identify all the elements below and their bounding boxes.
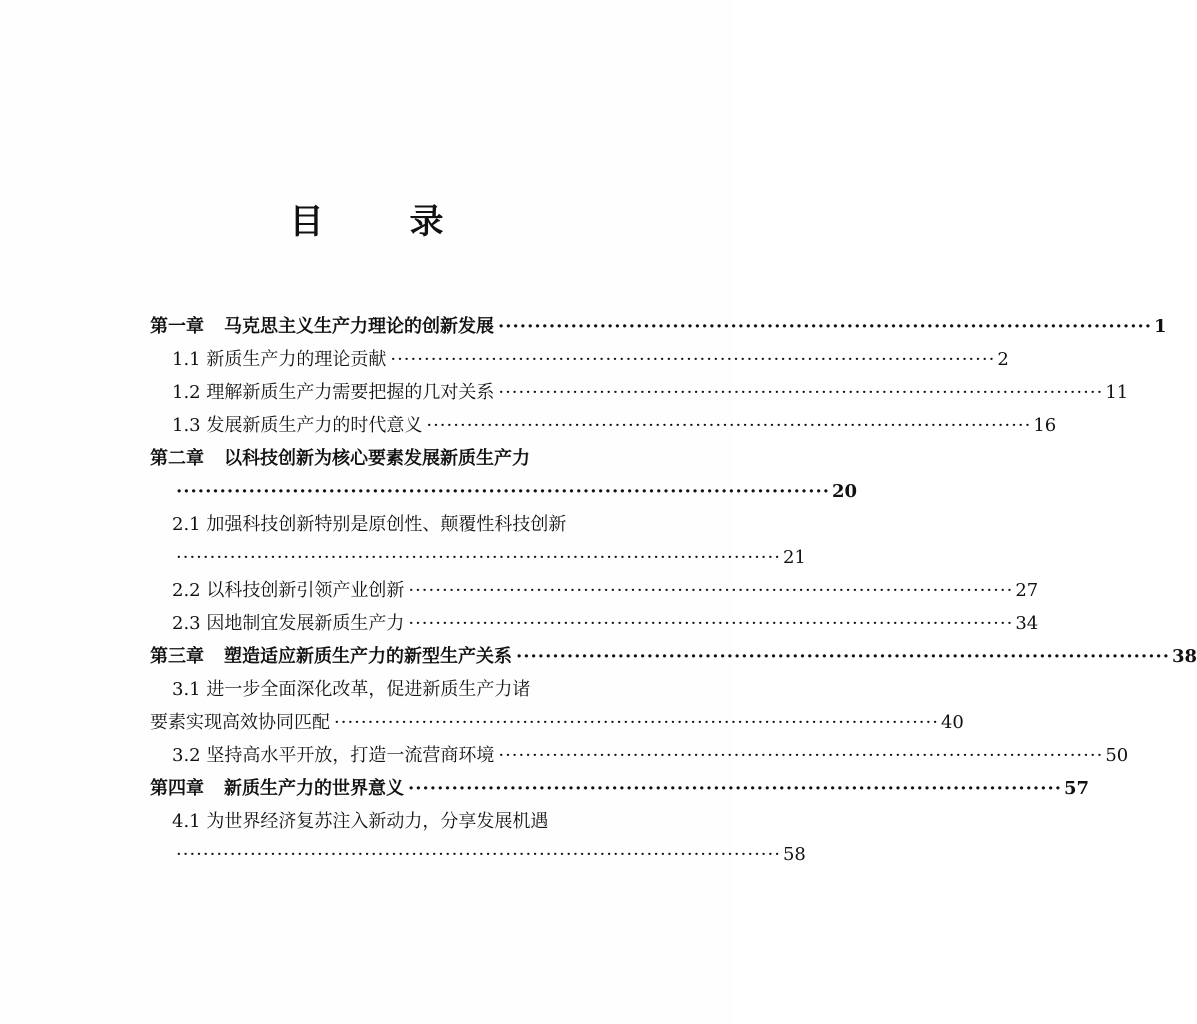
dot-leader: ·························································································· <box>426 415 1032 436</box>
toc-chapter-entry[interactable] <box>150 772 1090 805</box>
dot-leader: ·························································································· <box>334 712 939 733</box>
toc-entry-title: 以科技创新为核心要素发展新质生产力 <box>224 448 530 469</box>
dot-leader: ·························································································· <box>408 580 1014 601</box>
toc-page-number: 57 <box>1064 778 1090 799</box>
toc-page-number: 38 <box>1172 646 1197 667</box>
toc-section-entry[interactable] <box>150 409 1057 442</box>
toc-entry-title: 4.1 为世界经济复苏注入新动力，分享发展机遇 <box>172 811 549 832</box>
table-of-contents <box>150 310 1197 871</box>
toc-section-entry[interactable] <box>150 805 584 838</box>
toc-section-entry[interactable] <box>150 673 584 706</box>
toc-page-number: 50 <box>1105 745 1129 766</box>
toc-chapter-entry[interactable] <box>150 442 584 475</box>
toc-entry-title: 马克思主义生产力理论的创新发展 <box>224 316 494 337</box>
toc-line[interactable] <box>150 838 806 871</box>
toc-chapter-entry[interactable] <box>150 640 1197 673</box>
dot-leader: ·························································································· <box>516 646 1170 667</box>
toc-entry-title-continued: 要素实现高效协同匹配 <box>150 712 330 733</box>
toc-entry-title: 2.2 以科技创新引领产业创新 <box>172 580 405 601</box>
dot-leader: ·························································································· <box>498 316 1152 337</box>
dot-leader: ·························································································· <box>498 382 1104 403</box>
toc-line[interactable] <box>150 706 964 739</box>
toc-page-number: 21 <box>782 547 806 568</box>
chapter-number: 第四章 <box>150 778 204 799</box>
toc-entry-title: 1.3 发展新质生产力的时代意义 <box>172 415 423 436</box>
toc-page-number: 40 <box>940 712 964 733</box>
toc-entry-title: 1.1 新质生产力的理论贡献 <box>172 349 387 370</box>
dot-leader: ·························································································· <box>176 547 781 568</box>
toc-section-entry[interactable] <box>150 574 1039 607</box>
toc-page-number: 2 <box>997 349 1009 370</box>
toc-page-number: 58 <box>782 844 806 865</box>
dot-leader: ·························································································· <box>176 844 781 865</box>
chapter-number: 第二章 <box>150 448 204 469</box>
dot-leader: ·························································································· <box>176 481 830 502</box>
toc-entry-title: 2.3 因地制宜发展新质生产力 <box>172 613 405 634</box>
toc-section-entry[interactable] <box>150 343 1009 376</box>
toc-line[interactable] <box>150 541 806 574</box>
toc-section-entry[interactable] <box>150 607 1039 640</box>
toc-entry-title: 1.2 理解新质生产力需要把握的几对关系 <box>172 382 495 403</box>
dot-leader: ·························································································· <box>408 778 1062 799</box>
toc-line[interactable] <box>150 475 858 508</box>
dot-leader: ·························································································· <box>408 613 1014 634</box>
toc-section-entry[interactable] <box>150 376 1129 409</box>
toc-page-number: 11 <box>1105 382 1129 403</box>
toc-page-number: 27 <box>1015 580 1039 601</box>
chapter-number: 第三章 <box>150 646 204 667</box>
toc-entry-title: 新质生产力的世界意义 <box>224 778 404 799</box>
toc-page-number: 34 <box>1015 613 1039 634</box>
toc-entry-title: 3.2 坚持高水平开放，打造一流营商环境 <box>172 745 495 766</box>
toc-page-number: 20 <box>832 481 858 502</box>
toc-chapter-entry[interactable] <box>150 310 1167 343</box>
toc-page-number: 1 <box>1154 316 1167 337</box>
toc-section-entry[interactable] <box>150 508 584 541</box>
toc-page-number: 16 <box>1033 415 1057 436</box>
dot-leader: ·························································································· <box>390 349 996 370</box>
toc-section-entry[interactable] <box>150 739 1129 772</box>
toc-entry-title: 塑造适应新质生产力的新型生产关系 <box>224 646 512 667</box>
page-title: 目 录 <box>289 202 470 242</box>
chapter-number: 第一章 <box>150 316 204 337</box>
toc-entry-title: 3.1 进一步全面深化改革，促进新质生产力诸 <box>172 679 531 700</box>
dot-leader: ·························································································· <box>498 745 1104 766</box>
toc-entry-title: 2.1 加强科技创新特别是原创性、颠覆性科技创新 <box>172 514 567 535</box>
